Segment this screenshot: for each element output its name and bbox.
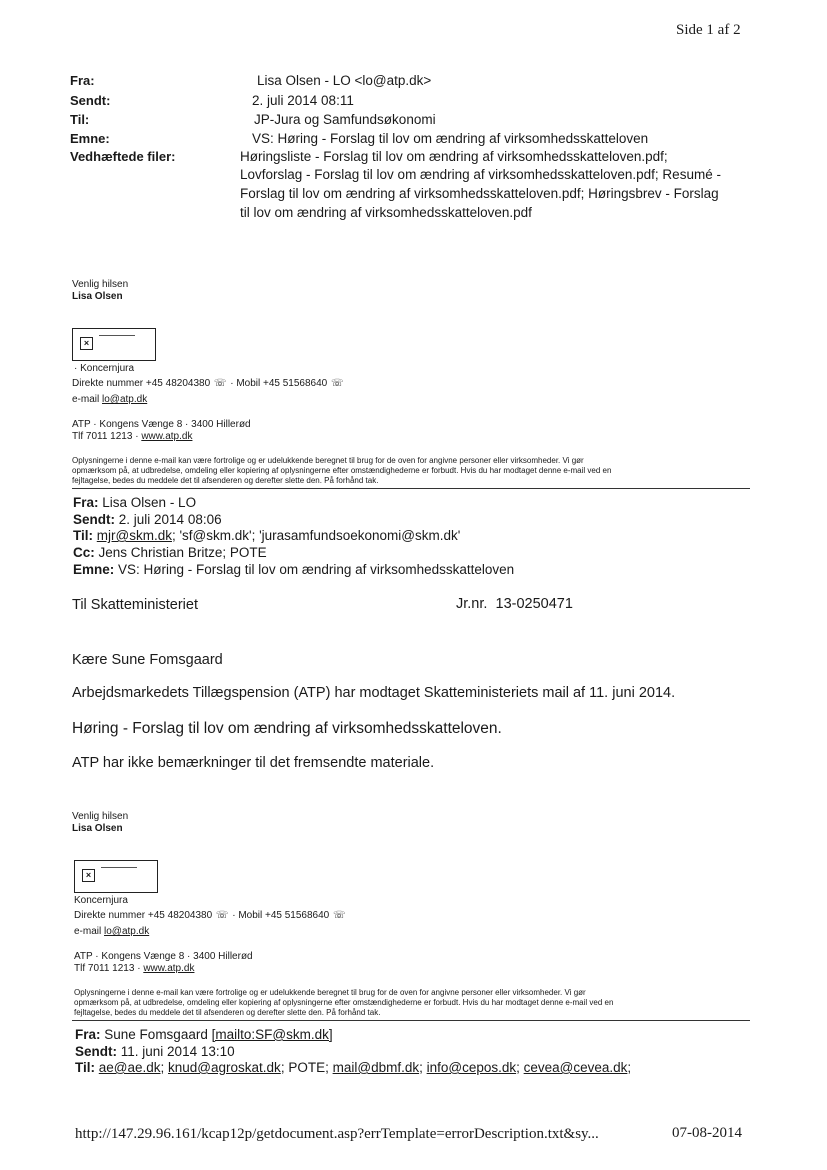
email-line <box>72 394 147 405</box>
phone-label: Tlf 7011 1213 · <box>74 963 141 974</box>
mobile-number: · Mobil +45 51568640 <box>232 910 330 921</box>
phone-line <box>72 378 345 389</box>
salutation: Kære Sune Fomsgaard <box>72 652 223 668</box>
footer-date: 07-08-2014 <box>672 1125 742 1141</box>
attachment-line[interactable]: Forslag til lov om ændring af virksomhedsskatteloven.pdf; Høringsbrev - Forslag <box>240 186 719 201</box>
page-number: Side 1 af 2 <box>676 22 741 38</box>
attachments-label: Vedhæftede filer: <box>70 149 176 164</box>
paragraph: Arbejdsmarkedets Tillægspension (ATP) har modtaget Skatteministeriets mail af 11. juni 2014. <box>72 685 676 701</box>
email-link[interactable]: knud@agroskat.dk <box>168 1060 281 1075</box>
signer-name: Lisa Olsen <box>72 291 123 302</box>
direct-number: Direkte nummer +45 48204380 <box>72 378 211 389</box>
web-link[interactable]: www.atp.dk <box>141 431 193 442</box>
reference-number: Jr.nr. 13-0250471 <box>456 596 573 612</box>
phone-icon: ☏ <box>333 910 346 921</box>
broken-image-icon: × <box>74 860 158 893</box>
disclaimer-line: opmærksom på, at udbredelse, omdeling eller kopiering af oplysningerne efter omstændighederne er forbudt. Hvis du har modtaget denne e-mail ved en <box>74 998 614 1007</box>
email-link[interactable]: cevea@cevea.dk <box>523 1060 628 1075</box>
forward-from: Fra: Sune Fomsgaard [mailto:SF@skm.dk] <box>75 1027 333 1042</box>
greeting: Venlig hilsen <box>72 279 129 290</box>
mailto-link[interactable]: [mailto:SF@skm.dk] <box>211 1027 333 1042</box>
recipient: Til Skatteministeriet <box>72 597 198 613</box>
email-link[interactable]: info@cepos.dk <box>426 1060 517 1075</box>
email-line <box>74 926 149 937</box>
disclaimer-line: fejltagelse, bedes du meddele det til afsenderen og derefter slette den. På forhånd tak. <box>74 1008 381 1017</box>
email-link[interactable]: mjr@skm.dk <box>96 528 172 543</box>
attachment-line[interactable]: til lov om ændring af virksomhedsskatteloven.pdf <box>240 205 532 220</box>
email-label: e-mail <box>72 394 100 405</box>
forward-cc: Cc: Jens Christian Britze; POTE <box>73 545 267 560</box>
from-label: Fra: <box>70 73 95 88</box>
divider <box>72 488 750 489</box>
email-link[interactable]: mail@dbmf.dk <box>332 1060 420 1075</box>
attachment-line[interactable]: Høringsliste - Forslag til lov om ændring af virksomhedsskatteloven.pdf; <box>240 149 668 164</box>
phone-label: Tlf 7011 1213 · <box>72 431 139 442</box>
address: ATP · Kongens Vænge 8 · 3400 Hillerød <box>72 419 251 430</box>
subject-value: VS: Høring - Forslag til lov om ændring af virksomhedsskatteloven <box>252 131 649 146</box>
web-link[interactable]: www.atp.dk <box>143 963 195 974</box>
forward-to: Til: ae@ae.dk; knud@agroskat.dk; POTE; mail@dbmf.dk; info@cepos.dk; cevea@cevea.dk; <box>75 1060 632 1075</box>
broken-image-icon: × <box>72 328 156 361</box>
to-value: JP-Jura og Samfundsøkonomi <box>254 112 436 127</box>
paragraph: ATP har ikke bemærkninger til det fremsendte materiale. <box>72 755 435 771</box>
phone-icon: ☏ <box>213 378 227 389</box>
to-label: Til: <box>70 112 90 127</box>
from-value: Lisa Olsen - LO <lo@atp.dk> <box>257 73 432 88</box>
subject-label: Emne: <box>70 131 110 146</box>
direct-number: Direkte nummer +45 48204380 <box>74 910 213 921</box>
email-link[interactable]: lo@atp.dk <box>102 394 148 405</box>
address: ATP · Kongens Vænge 8 · 3400 Hillerød <box>74 951 253 962</box>
phone-line <box>74 910 347 921</box>
disclaimer-line: fejltagelse, bedes du meddele det til afsenderen og derefter slette den. På forhånd tak. <box>72 476 379 485</box>
signer-name: Lisa Olsen <box>72 823 123 834</box>
phone-icon: ☏ <box>331 378 344 389</box>
greeting: Venlig hilsen <box>72 811 129 822</box>
department: Koncernjura <box>74 895 128 906</box>
email-label: e-mail <box>74 926 102 937</box>
sent-value: 2. juli 2014 08:11 <box>252 93 354 108</box>
email-link[interactable]: lo@atp.dk <box>104 926 150 937</box>
divider <box>72 1020 750 1021</box>
forward-subject: Emne: VS: Høring - Forslag til lov om ændring af virksomhedsskatteloven <box>73 562 515 577</box>
forward-from: Fra: Lisa Olsen - LO <box>73 495 197 510</box>
email-link[interactable]: ae@ae.dk <box>98 1060 161 1075</box>
forward-to: Til: mjr@skm.dk; 'sf@skm.dk'; 'jurasamfundsoekonomi@skm.dk' <box>73 528 461 543</box>
mobile-number: · Mobil +45 51568640 <box>230 378 328 389</box>
disclaimer-line: opmærksom på, at udbredelse, omdeling eller kopiering af oplysningerne efter omstændighederne er forbudt. Hvis du har modtaget denne e-mail ved en <box>72 466 612 475</box>
phone-icon: ☏ <box>215 910 229 921</box>
forward-sent: Sendt: 2. juli 2014 08:06 <box>73 512 222 527</box>
sent-label: Sendt: <box>70 93 111 108</box>
recipient-name: POTE <box>288 1060 326 1075</box>
disclaimer-line: Oplysningerne i denne e-mail kan være fortrolige og er udelukkende beregnet til brug for de oven for angivne personer eller virksomheder. Vi gør <box>72 456 584 465</box>
paragraph: Høring - Forslag til lov om ændring af virksomhedsskatteloven. <box>72 720 502 737</box>
disclaimer-line: Oplysningerne i denne e-mail kan være fortrolige og er udelukkende beregnet til brug for de oven for angivne personer eller virksomheder. Vi gør <box>74 988 586 997</box>
forward-sent: Sendt: 11. juni 2014 13:10 <box>75 1044 235 1059</box>
attachment-line[interactable]: Lovforslag - Forslag til lov om ændring af virksomhedsskatteloven.pdf; Resumé - <box>240 167 721 182</box>
web-line <box>74 963 194 974</box>
footer-url: http://147.29.96.161/kcap12p/getdocument.asp?errTemplate=errorDescription.txt&sy... <box>75 1126 599 1142</box>
department: · Koncernjura <box>74 363 135 374</box>
web-line <box>72 431 192 442</box>
